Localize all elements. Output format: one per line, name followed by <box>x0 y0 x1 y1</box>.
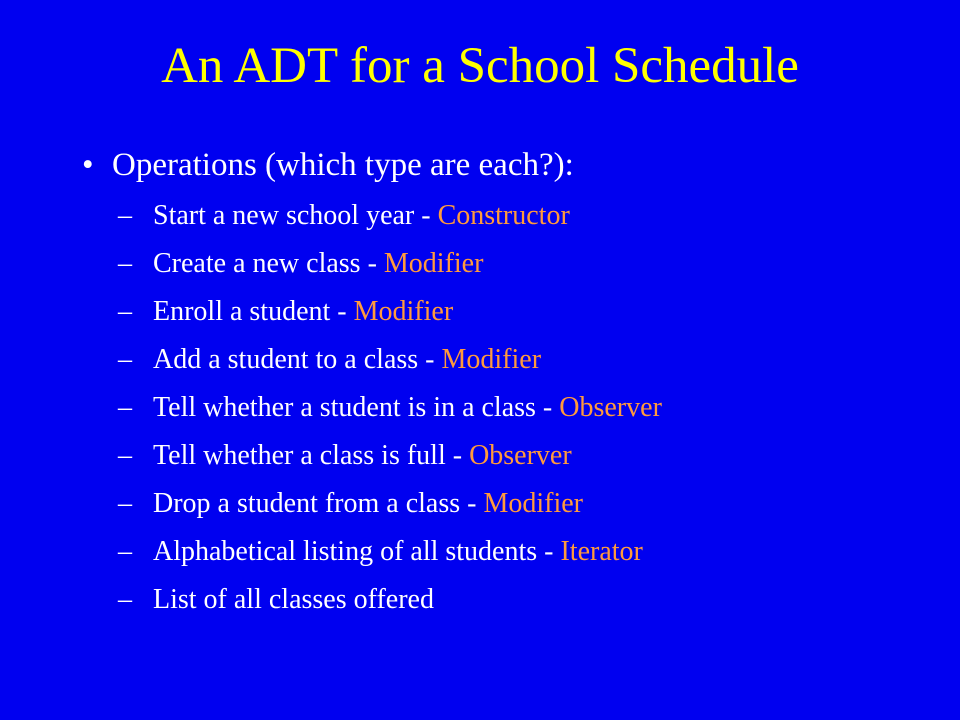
operation-type: Modifier <box>383 248 484 279</box>
operation-text: Start a new school year - <box>153 200 438 231</box>
operation-text: Add a student to a class - <box>153 344 442 375</box>
operation-type: Modifier <box>483 488 583 519</box>
operation-type: Observer <box>559 392 662 423</box>
dash-marker: – <box>118 344 132 375</box>
dash-marker: – <box>118 200 132 231</box>
operation-item <box>118 484 948 532</box>
operation-type: Modifier <box>353 296 454 327</box>
slide-title: An ADT for a School Schedule <box>161 38 799 94</box>
operations-list <box>118 196 948 628</box>
main-bullet <box>82 142 574 188</box>
dash-marker: – <box>118 296 132 327</box>
operation-type: Modifier <box>441 344 542 375</box>
dash-marker: – <box>118 488 132 519</box>
dash-marker: – <box>118 440 132 471</box>
operation-text: Drop a student from a class - <box>153 488 484 519</box>
operation-text: Create a new class - <box>153 248 384 279</box>
dash-marker: – <box>118 584 132 615</box>
operation-item <box>118 292 948 340</box>
bullet-marker: • <box>82 147 94 183</box>
dash-marker: – <box>118 248 132 279</box>
dash-marker: – <box>118 536 132 567</box>
operation-text: List of all classes offered <box>153 584 434 615</box>
operation-item <box>118 388 948 436</box>
operation-text: Alphabetical listing of all students - <box>153 536 561 567</box>
operation-type: Iterator <box>560 536 643 567</box>
operation-item <box>118 436 948 484</box>
operation-item <box>118 532 948 580</box>
operation-item <box>118 196 948 244</box>
operation-type: Observer <box>469 440 572 471</box>
bullet-text: Operations (which type are each?): <box>112 147 574 183</box>
operation-type: Constructor <box>437 200 570 231</box>
operation-item <box>118 244 948 292</box>
operation-text: Tell whether a class is full - <box>153 440 470 471</box>
operation-item <box>118 340 948 388</box>
operation-text: Tell whether a student is in a class - <box>153 392 560 423</box>
operation-item <box>118 580 948 628</box>
operation-text: Enroll a student - <box>153 296 354 327</box>
dash-marker: – <box>118 392 132 423</box>
